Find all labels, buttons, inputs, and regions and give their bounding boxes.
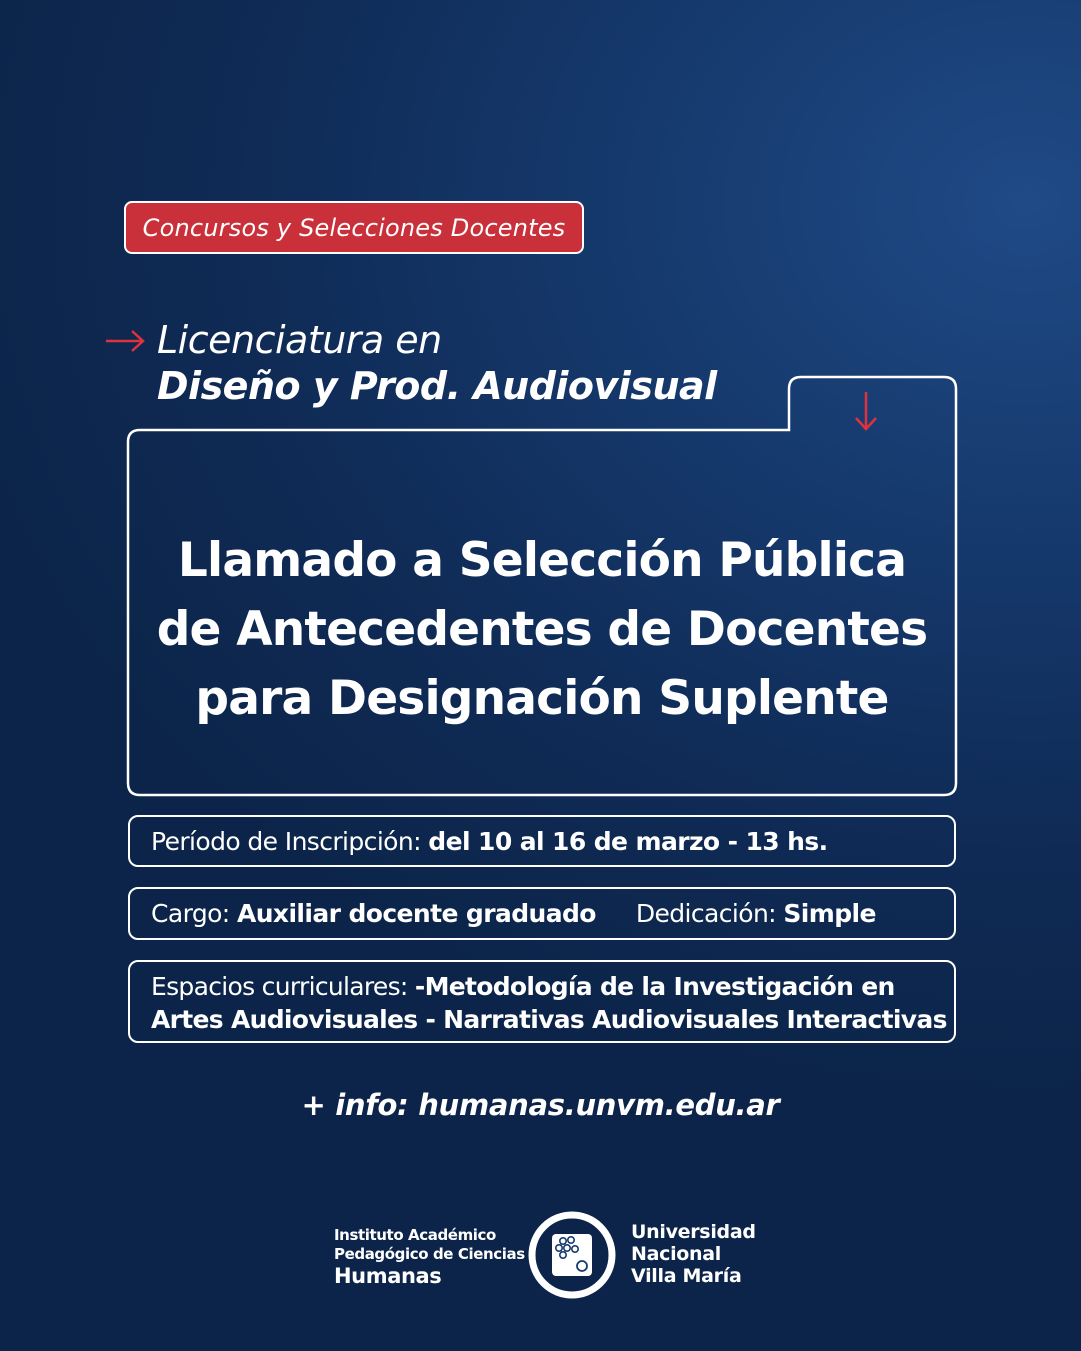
position-label: Cargo: — [151, 899, 230, 928]
headline-line-3: para Designación Suplente — [195, 671, 889, 726]
registration-period-box — [128, 815, 956, 867]
more-info-link[interactable]: + info: humanas.unvm.edu.ar — [301, 1088, 780, 1122]
curricular-spaces-value-1: -Metodología de la Investigación en — [414, 972, 895, 1001]
headline-line-2: de Antecedentes de Docentes — [156, 602, 928, 657]
position-value: Auxiliar docente graduado — [236, 899, 596, 928]
position-box — [128, 887, 956, 940]
university-line-1: Universidad — [631, 1221, 756, 1243]
curricular-spaces-box — [128, 960, 956, 1043]
dedication-value: Simple — [783, 899, 876, 928]
unvm-logo — [527, 1210, 617, 1300]
institute-line-3: Humanas — [334, 1264, 442, 1288]
registration-period-value: del 10 al 16 de marzo - 13 hs. — [428, 826, 828, 856]
institute-line-1: Instituto Académico — [334, 1226, 496, 1244]
curricular-spaces-label: Espacios curriculares: — [151, 972, 408, 1001]
institute-name — [334, 1226, 525, 1288]
program-line-1: Licenciatura en — [157, 318, 442, 362]
university-line-2: Nacional — [631, 1243, 722, 1265]
registration-period-label: Período de Inscripción: — [151, 826, 421, 856]
university-line-3: Villa María — [631, 1265, 742, 1287]
institute-line-2: Pedagógico de Ciencias — [334, 1245, 525, 1263]
main-headline — [128, 526, 956, 733]
university-name — [631, 1221, 756, 1287]
arrow-down-icon — [853, 390, 879, 434]
program-line-2: Diseño y Prod. Audiovisual — [157, 364, 717, 408]
dedication-label: Dedicación: — [635, 899, 777, 928]
curricular-spaces-value-2: Artes Audiovisuales - Narrativas Audiovisuales Interactivas — [151, 1005, 947, 1034]
headline-line-1: Llamado a Selección Pública — [177, 533, 907, 588]
category-badge-label: Concursos y Selecciones Docentes — [142, 213, 566, 242]
